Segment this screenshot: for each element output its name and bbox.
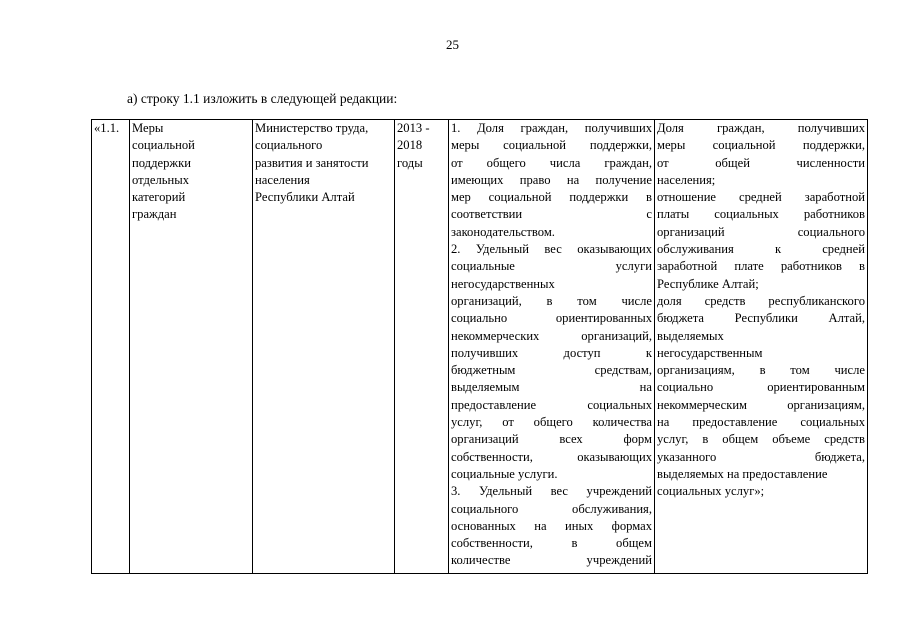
indicator-line: законодательством.	[451, 224, 555, 239]
target-line: социально ориентированным	[657, 380, 865, 395]
target-line: от общей численности	[657, 155, 865, 170]
measure-name-line: социальной	[132, 138, 195, 153]
indicator-line: получивших доступ к	[451, 345, 652, 360]
target-line: бюджета Республики Алтай,	[657, 311, 865, 326]
indicator-line: выделяемым на	[451, 380, 652, 395]
indicator-line: от общего числа граждан,	[451, 155, 652, 170]
executor-name	[255, 120, 392, 206]
target-line: населения;	[657, 172, 716, 187]
indicator-line: собственности, оказывающих	[451, 449, 652, 464]
indicator-line: 1. Доля граждан, получивших	[451, 121, 652, 135]
indicators-cell	[449, 120, 655, 574]
period-cell	[395, 120, 449, 574]
row-number-cell	[92, 120, 130, 574]
executor-cell	[253, 120, 395, 574]
target-line: некоммерческим организациям,	[657, 397, 865, 412]
measure-name-line: поддержки	[132, 155, 191, 170]
executor-name-line: населения	[255, 172, 310, 187]
target-line: негосударственным	[657, 345, 763, 360]
indicator-line: меры социальной поддержки,	[451, 138, 652, 153]
indicator-line: основанных на иных формах	[451, 518, 652, 533]
target-line: организациям, в том числе	[657, 363, 865, 378]
target-values-text	[657, 120, 865, 501]
executor-name-line: Республики Алтай	[255, 190, 355, 205]
indicator-line: социального обслуживания,	[451, 501, 652, 516]
period-line: годы	[397, 155, 423, 170]
indicator-line: некоммерческих организаций,	[451, 328, 652, 343]
indicator-line: имеющих право на получение	[451, 172, 652, 187]
measure-name-line: отдельных	[132, 172, 189, 187]
executor-name-line: развития и занятости	[255, 155, 369, 170]
target-line: указанного бюджета,	[657, 449, 865, 464]
indicator-line: негосударственных	[451, 276, 555, 291]
measure-name	[132, 120, 250, 224]
target-line: услуг, в общем объеме средств	[657, 432, 865, 447]
target-line: отношение средней заработной	[657, 190, 865, 205]
period-line: 2018	[397, 138, 423, 153]
indicator-line: предоставление социальных	[451, 397, 652, 412]
indicator-line: организаций, в том числе	[451, 293, 652, 308]
target-line: выделяемых на предоставление	[657, 466, 828, 481]
indicator-line: социальные услуги	[451, 259, 652, 274]
target-line: платы социальных работников	[657, 207, 865, 222]
measure-name-cell	[130, 120, 253, 574]
target-line: социальных услуг»;	[657, 484, 765, 499]
table-row	[92, 120, 868, 574]
implementation-period	[397, 120, 446, 172]
page-number: 25	[446, 37, 459, 52]
target-line: выделяемых	[657, 328, 724, 343]
indicator-line: социальные услуги.	[451, 466, 558, 481]
amendment-intro: а) строку 1.1 изложить в следующей редакции:	[127, 91, 398, 106]
indicator-line: услуг, от общего количества	[451, 415, 652, 430]
indicator-line: организаций всех форм	[451, 432, 652, 447]
indicator-line: мер социальной поддержки в	[451, 190, 652, 205]
target-line: Республике Алтай;	[657, 276, 759, 291]
indicator-line: бюджетным средствам,	[451, 363, 652, 378]
indicator-line: количестве учреждений	[451, 553, 652, 568]
indicator-line: 3. Удельный вес учреждений	[451, 484, 652, 499]
indicator-line: социально ориентированных	[451, 311, 652, 326]
measure-name-line: категорий	[132, 190, 186, 205]
target-line: доля средств республиканского	[657, 293, 865, 308]
indicator-line: собственности, в общем	[451, 536, 652, 551]
indicators-text	[451, 120, 652, 570]
target-line: обслуживания к средней	[657, 242, 865, 257]
measure-name-line: Меры	[132, 121, 164, 135]
executor-name-line: социального	[255, 138, 323, 153]
target-line: заработной плате работников в	[657, 259, 865, 274]
indicator-line: 2. Удельный вес оказывающих	[451, 242, 652, 257]
target-line: меры социальной поддержки,	[657, 138, 865, 153]
target-line: на предоставление социальных	[657, 415, 865, 430]
period-line: 2013 -	[397, 121, 430, 135]
executor-name-line: Министерство труда,	[255, 121, 369, 135]
target-line: Доля граждан, получивших	[657, 121, 865, 135]
measure-name-line: граждан	[132, 207, 177, 222]
target-line: организаций социального	[657, 224, 865, 239]
amendment-table	[91, 119, 868, 574]
row-number: «1.1.	[94, 121, 120, 135]
targets-cell	[655, 120, 868, 574]
indicator-line: соответствии с	[451, 207, 652, 222]
